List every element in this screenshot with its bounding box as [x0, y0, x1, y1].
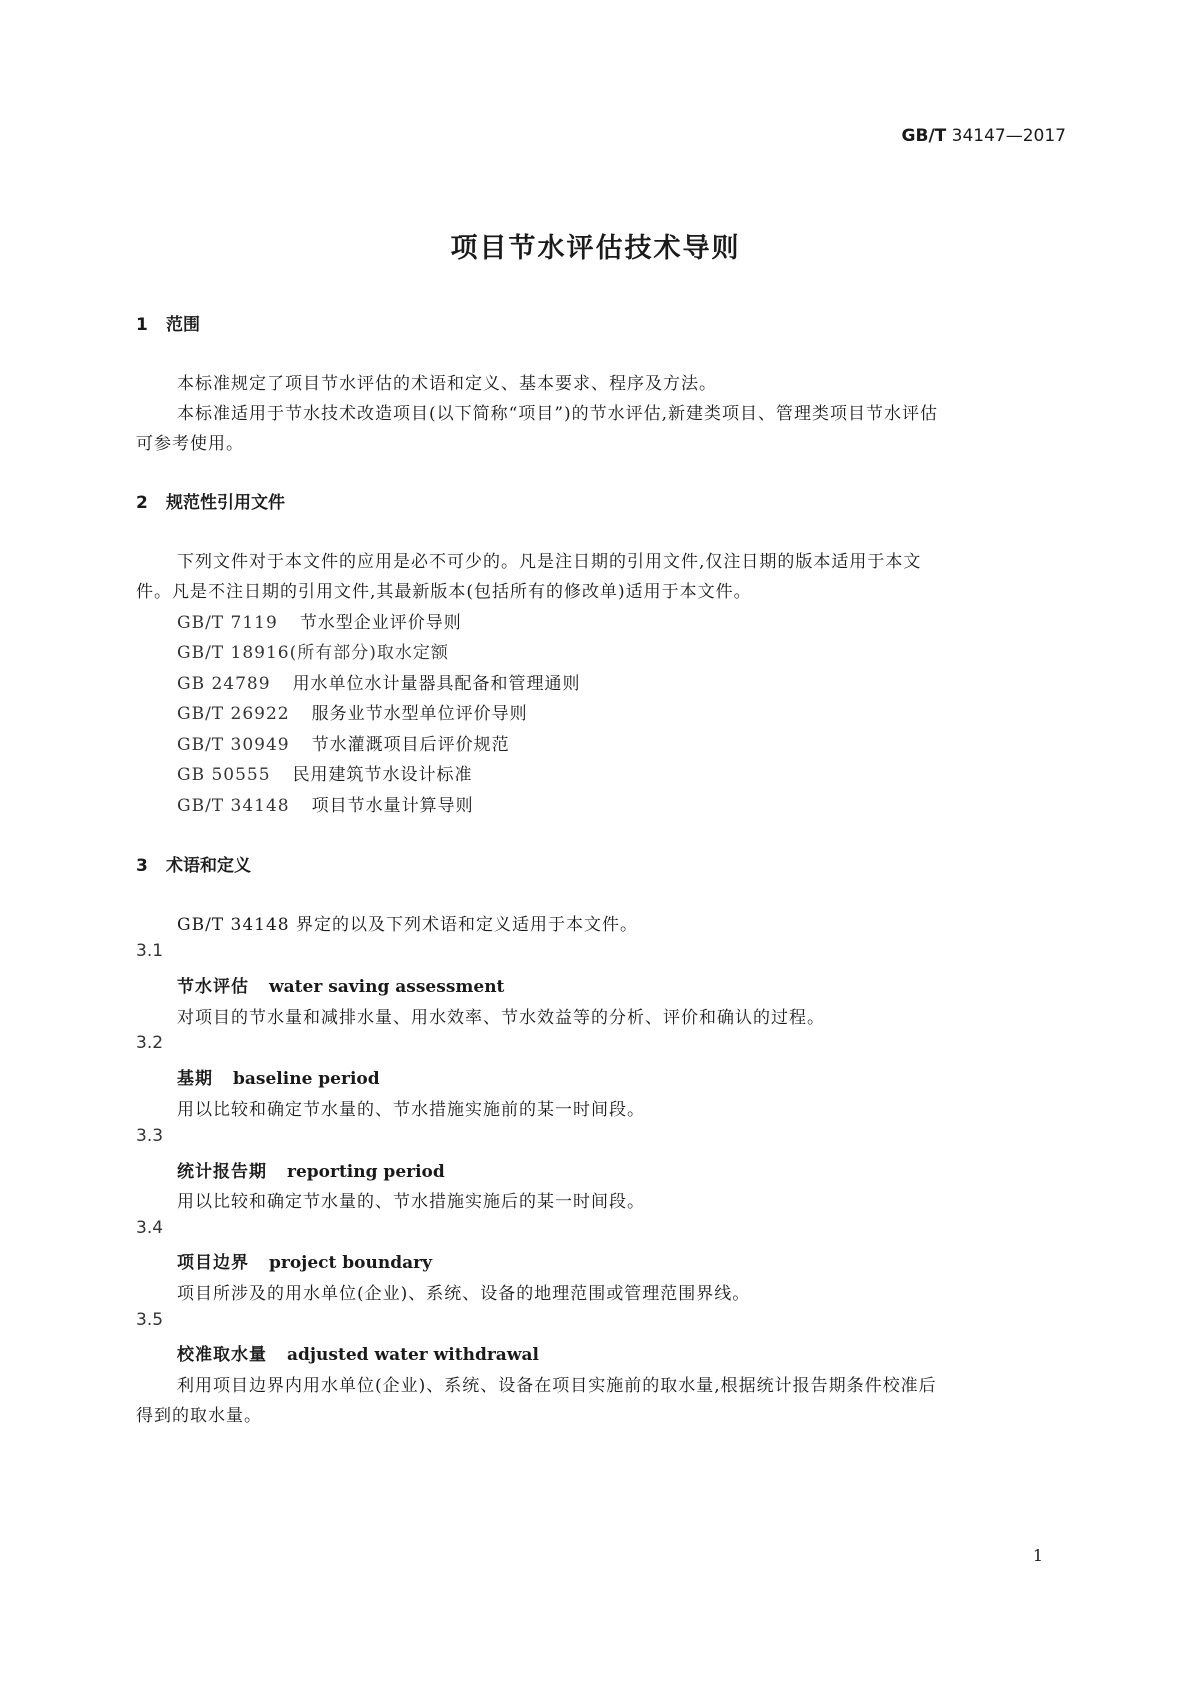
section-number: 2: [136, 493, 148, 513]
term-chinese: 校准取水量: [177, 1345, 267, 1365]
standard-code-prefix: GB/T: [901, 126, 947, 146]
scope-paragraph-2-line-2: 可参考使用。: [136, 434, 244, 454]
page-number: 1: [1032, 1546, 1043, 1565]
reference-item: [177, 608, 462, 633]
reference-code: GB/T 30949: [177, 735, 290, 755]
term-heading: [177, 1340, 539, 1365]
term-chinese: 节水评估: [177, 977, 249, 997]
refs-intro-line-2: 件。凡是不注日期的引用文件,其最新版本(包括所有的修改单)适用于本文件。: [136, 582, 752, 602]
reference-name: 项目节水量计算导则: [311, 796, 474, 816]
scope-paragraph-1: 本标准规定了项目节水评估的术语和定义、基本要求、程序及方法。: [177, 374, 717, 394]
term-number: 3.1: [136, 941, 164, 961]
section-heading-scope: [136, 310, 200, 335]
term-number: 3.2: [136, 1033, 164, 1053]
reference-name: 节水型企业评价导则: [299, 613, 462, 633]
reference-code: GB/T 18916(所有部分)取水定额: [177, 643, 449, 663]
reference-code: GB 24789: [177, 674, 271, 694]
term-english: baseline period: [233, 1069, 380, 1089]
section-title: 范围: [166, 315, 200, 335]
section-heading-normative-references: [136, 488, 285, 513]
reference-item: [177, 730, 510, 755]
term-english: water saving assessment: [269, 977, 505, 997]
reference-code: GB/T 7119: [177, 613, 278, 633]
term-definition: 项目所涉及的用水单位(企业)、系统、设备的地理范围或管理范围界线。: [177, 1284, 751, 1304]
term-definition: 用以比较和确定节水量的、节水措施实施前的某一时间段。: [177, 1100, 645, 1120]
section-title: 术语和定义: [166, 856, 251, 876]
standard-code-number: 34147—2017: [951, 126, 1066, 146]
term-number: 3.5: [136, 1310, 164, 1330]
reference-code: GB/T 26922: [177, 704, 290, 724]
term-definition: 对项目的节水量和减排水量、用水效率、节水效益等的分析、评价和确认的过程。: [177, 1008, 825, 1028]
term-english: reporting period: [287, 1162, 445, 1182]
term-chinese: 项目边界: [177, 1253, 249, 1273]
reference-item: [177, 699, 528, 724]
term-chinese: 统计报告期: [177, 1162, 267, 1182]
term-english: project boundary: [269, 1253, 432, 1273]
document-title: 项目节水评估技术导则: [450, 233, 741, 264]
term-number: 3.3: [136, 1126, 164, 1146]
reference-name: 用水单位水计量器具配备和管理通则: [292, 674, 581, 694]
term-chinese: 基期: [177, 1069, 213, 1089]
scope-paragraph-2-line-1: 本标准适用于节水技术改造项目(以下简称“项目”)的节水评估,新建类项目、管理类项目节水评估: [177, 404, 939, 424]
term-heading: [177, 1157, 445, 1182]
reference-item: [177, 760, 473, 785]
term-definition-line-2: 得到的取水量。: [136, 1406, 262, 1426]
reference-name: 节水灌溉项目后评价规范: [311, 735, 510, 755]
refs-intro-line-1: 下列文件对于本文件的应用是必不可少的。凡是注日期的引用文件,仅注日期的版本适用于本文: [177, 552, 922, 572]
reference-name: 服务业节水型单位评价导则: [311, 704, 528, 724]
section-heading-terms: [136, 851, 251, 876]
term-heading: [177, 972, 504, 997]
reference-code: GB/T 34148: [177, 796, 290, 816]
terms-intro: GB/T 34148 界定的以及下列术语和定义适用于本文件。: [177, 915, 639, 935]
section-number: 1: [136, 315, 148, 335]
section-title: 规范性引用文件: [166, 493, 285, 513]
reference-item: [177, 791, 474, 816]
reference-item: [177, 669, 581, 694]
term-definition: 用以比较和确定节水量的、节水措施实施后的某一时间段。: [177, 1192, 645, 1212]
reference-code: GB 50555: [177, 765, 271, 785]
term-heading: [177, 1248, 432, 1273]
reference-item: [177, 638, 449, 663]
standard-code: [902, 126, 1066, 146]
term-heading: [177, 1064, 380, 1089]
term-definition-line-1: 利用项目边界内用水单位(企业)、系统、设备在项目实施前的取水量,根据统计报告期条件校准后: [177, 1376, 937, 1396]
section-number: 3: [136, 856, 148, 876]
term-number: 3.4: [136, 1218, 164, 1238]
term-english: adjusted water withdrawal: [287, 1345, 539, 1365]
reference-name: 民用建筑节水设计标准: [292, 765, 473, 785]
